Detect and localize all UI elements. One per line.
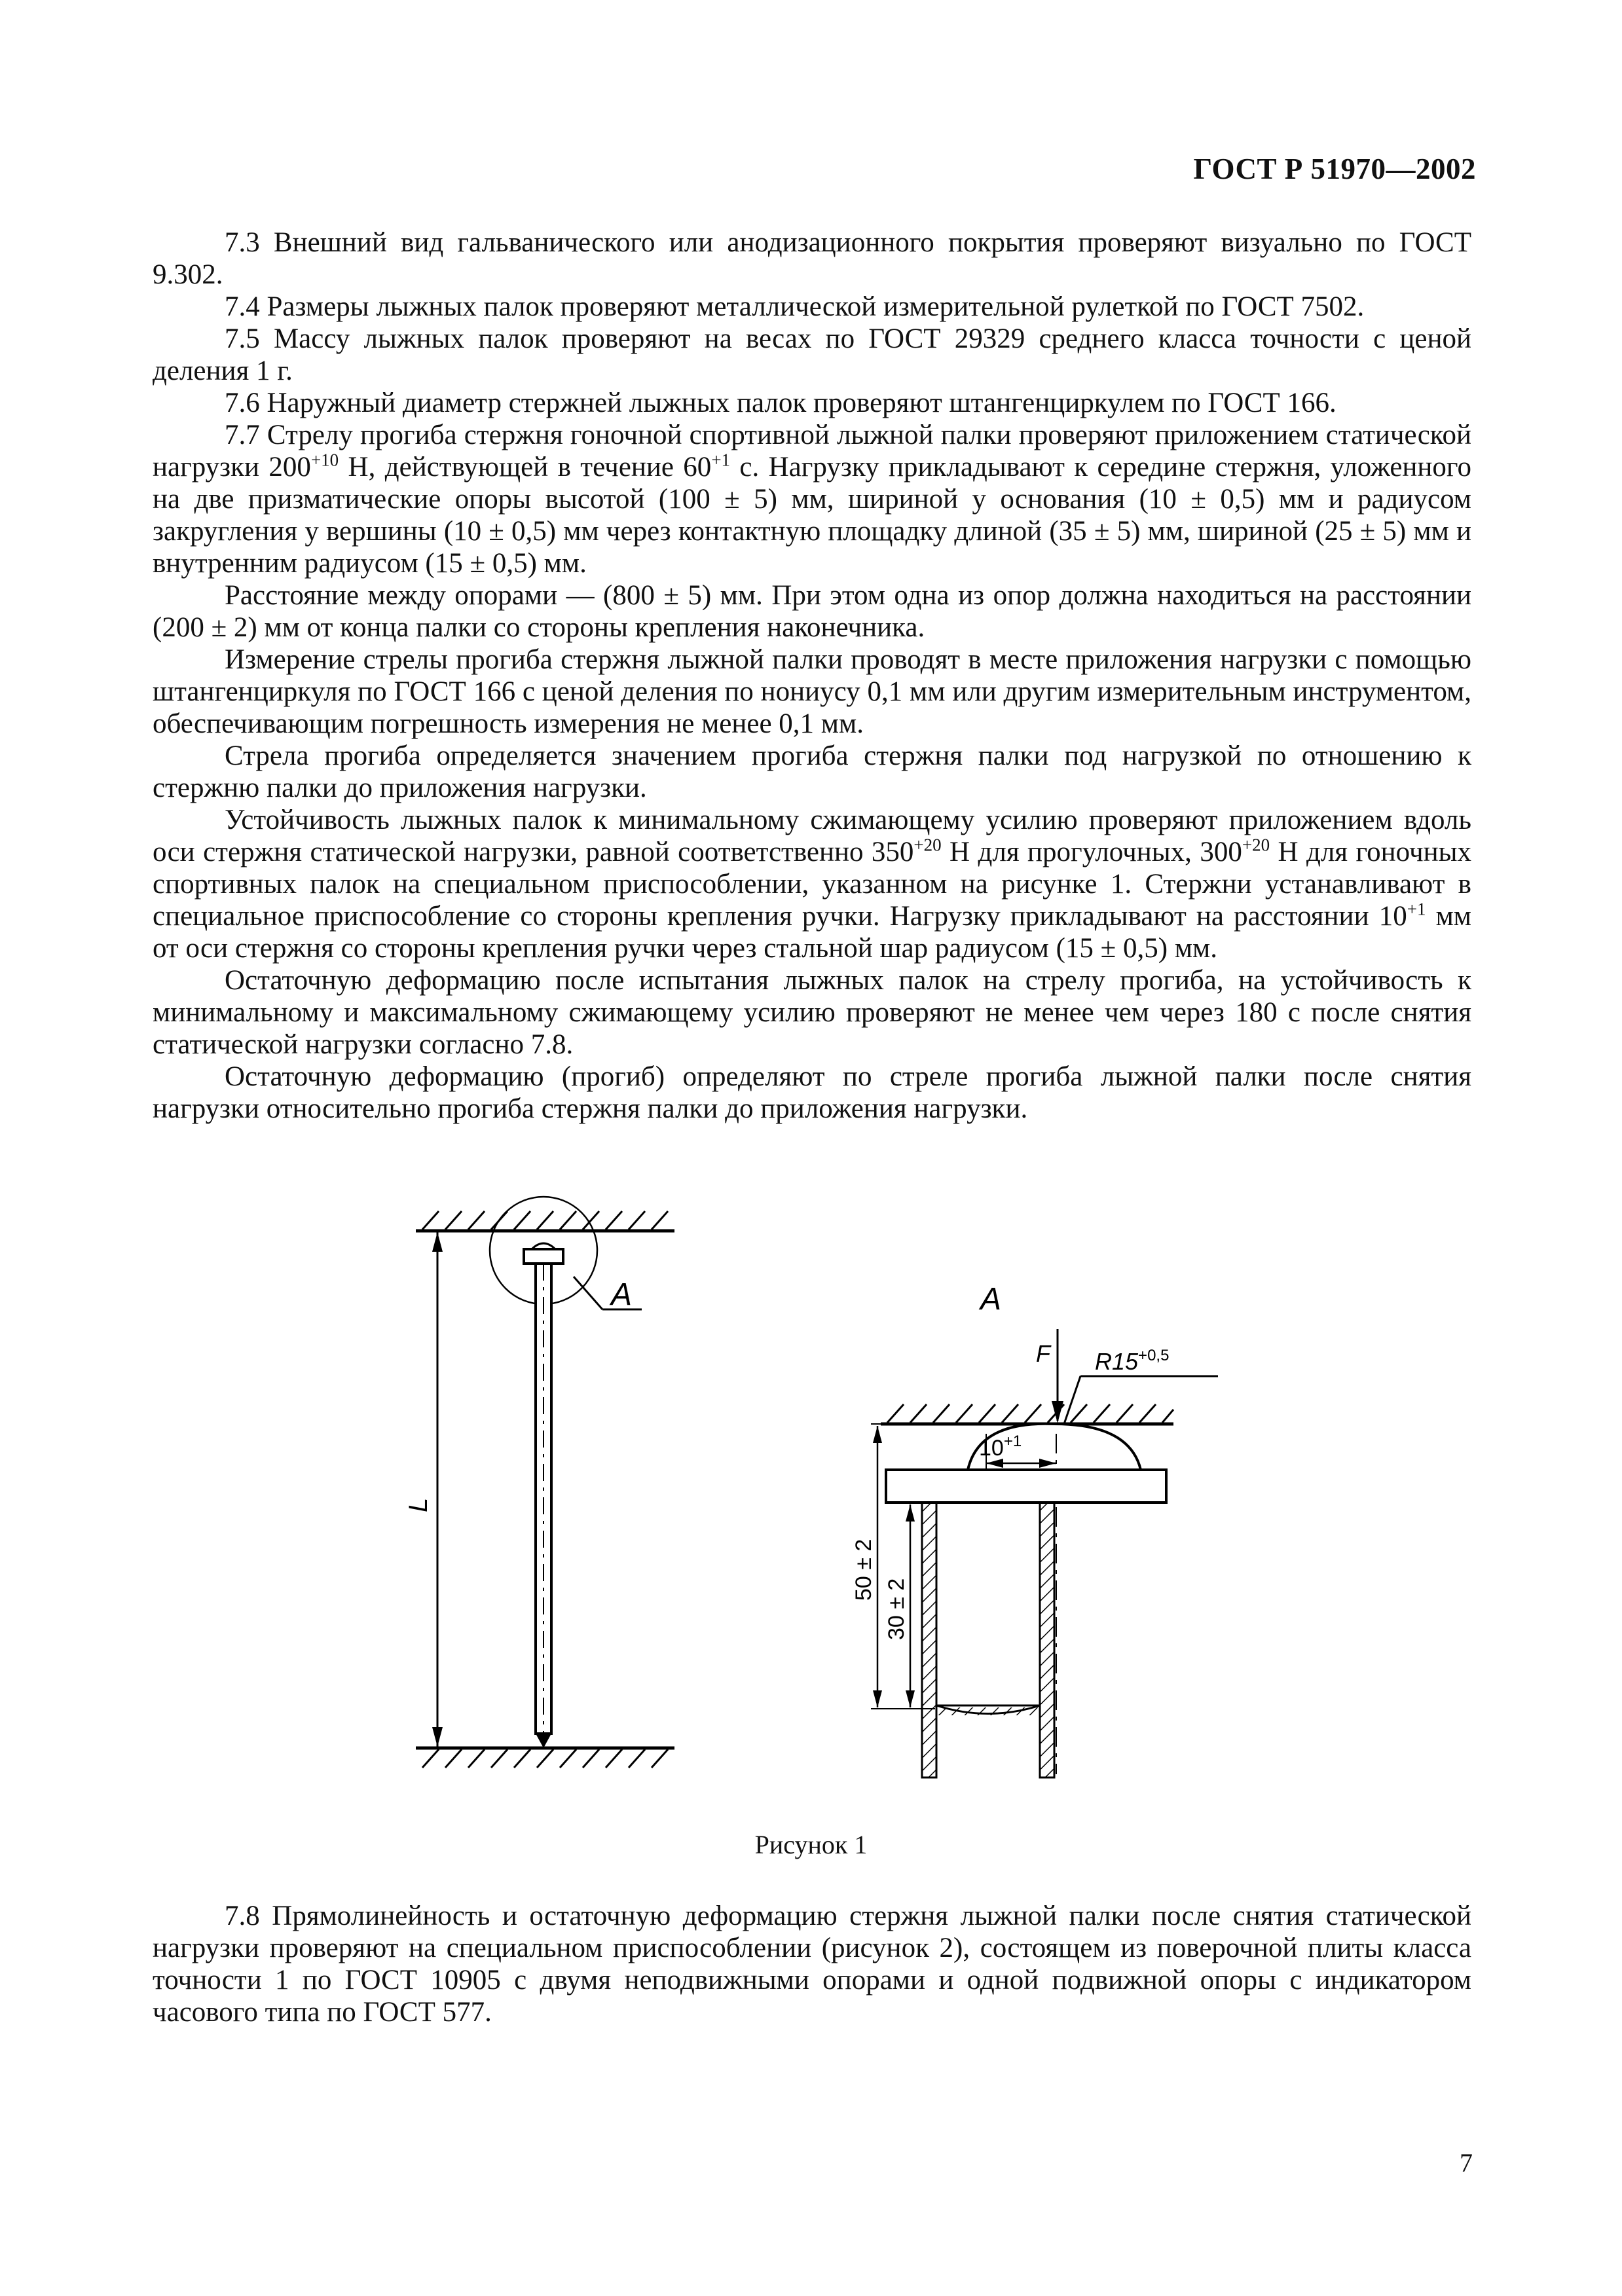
dimension-l-label: L — [404, 1497, 433, 1512]
section-7-8 — [153, 1900, 1471, 2028]
page-number: 7 — [1460, 2148, 1473, 2178]
radius-label: $R15^{+0,5}$ — [1095, 1347, 1170, 1375]
paragraph-7-8: 7.8 Прямолинейность и остаточную деформацию стержня лыжной палки после снятия статической нагрузки проверяют на специальном приспособлении (рисунок 2), состоящем из поверочной плиты класса точности 1 по ГОСТ 10905 с двумя неподвижными опорами и одной подвижной опоры с индикатором часового типа по ГОСТ 577. — [153, 1901, 1471, 2028]
main-text — [153, 227, 1471, 1125]
dimension-30: 30 ± 2 — [884, 1578, 909, 1640]
paragraph-residual-definition: Остаточную деформацию (прогиб) определяют по стреле прогиба лыжной палки после снятия нагрузки относительно прогиба стержня палки до приложения нагрузки. — [153, 1061, 1471, 1124]
paragraph-deflection-definition: Стрела прогиба определяется значением прогиба стержня палки под нагрузкой по отношению к стержню палки до приложения нагрузки. — [153, 740, 1471, 803]
paragraph-7-6: 7.6 Наружный диаметр стержней лыжных палок проверяют штангенциркулем по ГОСТ 166. — [225, 388, 1336, 418]
detail-top-hatch — [887, 1404, 1173, 1423]
paragraph-7-5: 7.5 Массу лыжных палок проверяют на весах по ГОСТ 29329 среднего класса точности с ценой деления 1 г. — [153, 323, 1471, 386]
detail-label-a: A — [611, 1277, 633, 1312]
paragraph-residual-deformation: Остаточную деформацию после испытания лыжных палок на стрелу прогиба, на устойчивость к минимальному и максимальному сжимающему усилию проверяют не менее чем через 180 с после снятия статической нагрузки согласно 7.8. — [153, 965, 1471, 1060]
pole-assembly — [404, 1197, 674, 1768]
top-hatch — [422, 1211, 668, 1230]
paragraph-deflection-measurement: Измерение стрелы прогиба стержня лыжной палки проводят в месте приложения нагрузки с помощью штангенциркуля по ГОСТ 166 с ценой деления по нониусу 0,1 мм или другим измерительным инструментом, обеспечивающим погрешность измерения не менее 0,1 мм. — [153, 644, 1471, 739]
bottom-hatch — [422, 1749, 668, 1768]
detail-a-title: A — [980, 1282, 1002, 1317]
paragraph-stability: Устойчивость лыжных палок к минимальному сжимающему усилию проверяют приложением вдоль оси стержня статической нагрузки, равной соответственно $350^{+20}$ Н для прогулочных, $300^{+20}$ Н для гоночных спортивных палок на специальном приспособлении, указанном на рисунке 1. Стержни устанавливают в специальное приспособление со стороны крепления ручки. Нагрузку прикладывают на расстоянии $10^{+1}$ мм от оси стержня со стороны крепления ручки через стальной шар радиусом (15 ± 0,5) мм. — [153, 805, 1472, 964]
figure-caption: Рисунок 1 — [754, 1830, 868, 1859]
offset-label: $10^{+1}$ — [979, 1432, 1022, 1461]
paragraph-7-4: 7.4 Размеры лыжных палок проверяют металлической измерительной рулеткой по ГОСТ 7502. — [225, 291, 1365, 322]
figure-1-drawing — [367, 1172, 1297, 1800]
paragraph-supports-distance: Расстояние между опорами — (800 ± 5) мм. При этом одна из опор должна находиться на расстоянии (200 ± 2) мм от конца палки со стороны крепления наконечника. — [153, 580, 1471, 643]
dimension-50: 50 ± 2 — [851, 1539, 876, 1601]
paragraph-7-7: 7.7 Стрелу прогиба стержня гоночной спортивной лыжной палки проверяют приложением статической нагрузки $200^{+10}$ Н, действующей в течение $60^{+1}$ с. Нагрузку прикладывают к середине стержня, уложенного на две призматические опоры высотой (100 ± 5) мм, шириной у основания (10 ± 0,5) мм и радиусом закругления у вершины (10 ± 0,5) мм через контактную площадку длиной (35 ± 5) мм, шириной (25 ± 5) мм и внутренним радиусом (15 ± 0,5) мм. — [153, 420, 1471, 579]
detail-a — [851, 1282, 1218, 1777]
paragraph-7-3: 7.3 Внешний вид гальванического или анодизационного покрытия проверяют визуально по ГОСТ 9.302. — [153, 227, 1471, 290]
document-header: ГОСТ Р 51970—2002 — [1193, 153, 1476, 185]
force-label-f: F — [1036, 1340, 1050, 1367]
